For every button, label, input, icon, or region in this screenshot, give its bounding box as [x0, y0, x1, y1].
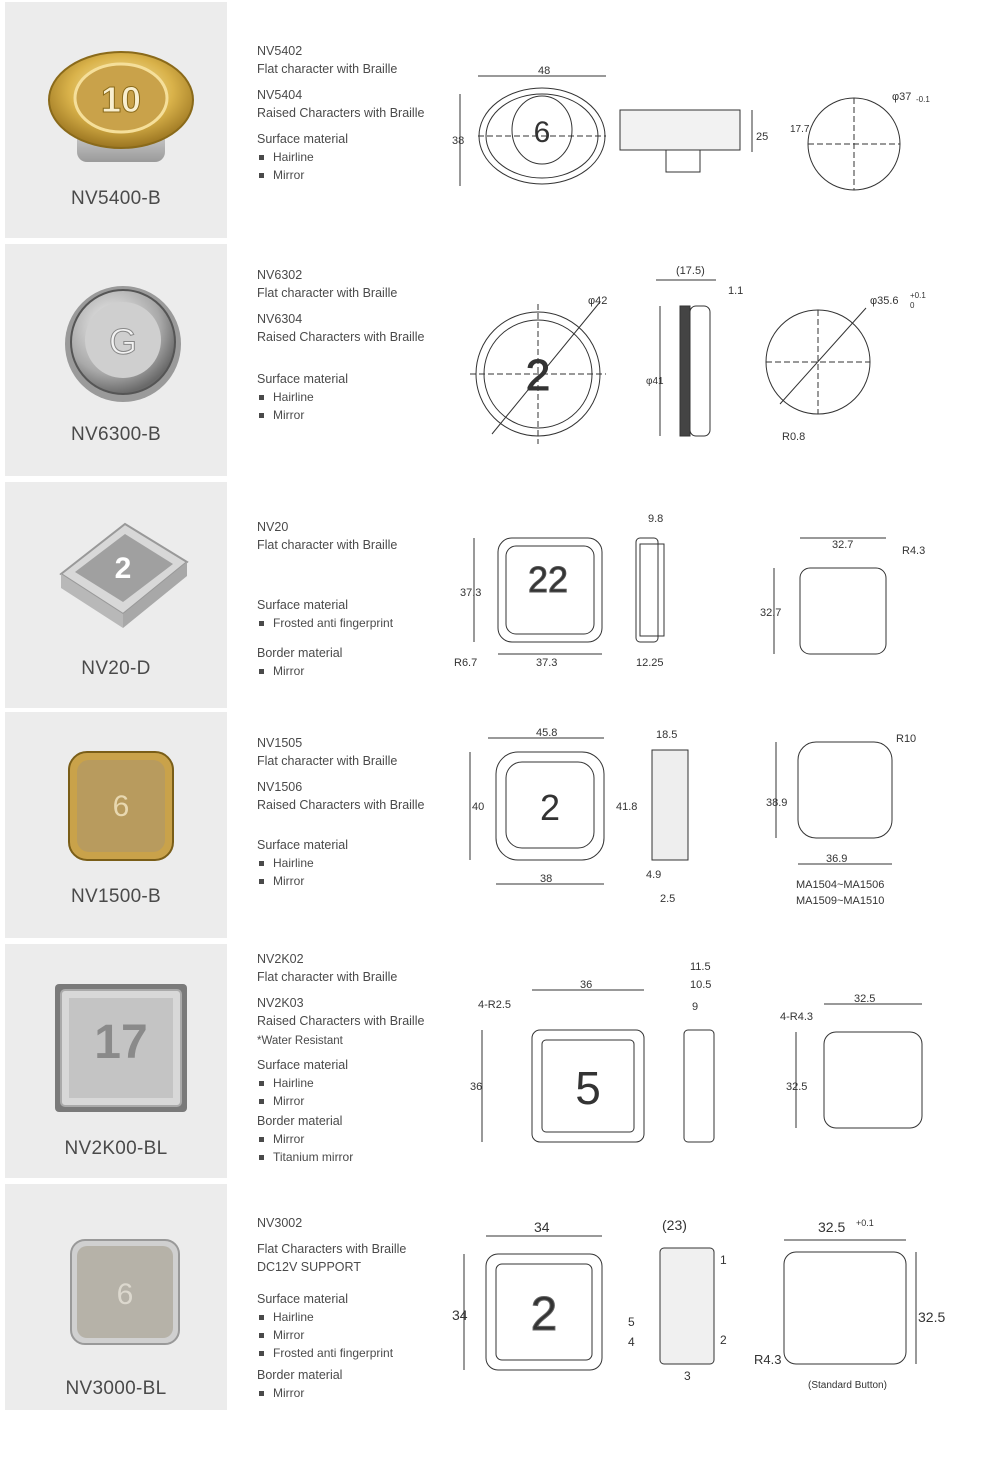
svg-text:4.9: 4.9 — [646, 869, 662, 881]
spec-list — [257, 266, 457, 424]
product-row-nv5400 — [0, 2, 1000, 238]
surface-option: Hairline — [257, 388, 457, 406]
model-label: NV6300-B — [70, 424, 162, 445]
spec-code: NV5404 — [257, 88, 303, 102]
svg-text:32.5: 32.5 — [854, 993, 876, 1005]
model-label: NV1500-B — [70, 886, 162, 907]
svg-text:9.8: 9.8 — [648, 513, 664, 525]
svg-text:2: 2 — [720, 1333, 727, 1347]
svg-text:φ35.6: φ35.6 — [870, 295, 899, 307]
spec-desc: Flat character with Braille — [257, 538, 398, 552]
spec-code: NV2K02 — [257, 952, 304, 966]
border-material-heading: Border material — [257, 646, 343, 660]
surface-option: Hairline — [257, 1074, 457, 1092]
svg-text:(Standard Button): (Standard Button) — [808, 1380, 887, 1391]
surface-material-heading: Surface material — [257, 838, 349, 852]
svg-text:40: 40 — [472, 801, 485, 813]
technical-drawing — [440, 944, 960, 1178]
spec-list — [257, 950, 457, 1166]
svg-text:17.7: 17.7 — [790, 124, 810, 135]
svg-text:6: 6 — [533, 116, 551, 149]
product-photo-nv6300 — [5, 244, 227, 476]
svg-text:R6.7: R6.7 — [454, 657, 478, 669]
svg-text:34: 34 — [452, 1307, 468, 1323]
surface-material-heading: Surface material — [257, 1292, 349, 1306]
product-row-nv20 — [0, 482, 1000, 708]
border-option: Titanium mirror — [257, 1148, 457, 1166]
svg-text:32.5: 32.5 — [818, 1219, 846, 1235]
svg-text:32.7: 32.7 — [832, 539, 854, 551]
svg-text:2: 2 — [525, 351, 551, 400]
svg-text:R0.8: R0.8 — [782, 431, 806, 443]
technical-drawing — [440, 2, 960, 238]
svg-text:R4.3: R4.3 — [754, 1352, 782, 1367]
spec-list — [257, 1214, 457, 1402]
spec-desc: Raised Characters with Braille — [257, 1014, 425, 1028]
svg-text:45.8: 45.8 — [536, 727, 558, 739]
svg-text:1.1: 1.1 — [728, 285, 744, 297]
border-option: Mirror — [257, 1130, 457, 1148]
svg-text:2: 2 — [114, 552, 132, 585]
svg-text:+0.1: +0.1 — [856, 1218, 874, 1228]
svg-text:12.25: 12.25 — [636, 657, 664, 669]
product-row-nv3000 — [0, 1184, 1000, 1410]
svg-text:36: 36 — [470, 1081, 483, 1093]
svg-text:+0.1: +0.1 — [910, 291, 926, 300]
border-material-heading: Border material — [257, 1114, 343, 1128]
spec-desc: Flat Characters with Braille — [257, 1242, 407, 1256]
svg-text:R10: R10 — [896, 733, 917, 745]
spec-desc: Flat character with Braille — [257, 286, 398, 300]
spec-code: NV6302 — [257, 268, 303, 282]
spec-code: NV5402 — [257, 44, 303, 58]
spec-desc: Raised Characters with Braille — [257, 798, 425, 812]
surface-option: Mirror — [257, 1326, 457, 1344]
surface-option: Mirror — [257, 872, 457, 890]
svg-text:0: 0 — [910, 301, 915, 310]
svg-text:φ37: φ37 — [892, 91, 912, 103]
svg-text:G: G — [108, 321, 138, 362]
svg-text:-0.1: -0.1 — [916, 95, 930, 104]
svg-text:4: 4 — [628, 1335, 635, 1349]
surface-option: Mirror — [257, 1092, 457, 1110]
product-photo-nv5400 — [5, 2, 227, 238]
border-option: Mirror — [257, 1384, 457, 1402]
svg-text:(23): (23) — [662, 1217, 687, 1233]
button-photo-icon — [5, 1184, 227, 1410]
svg-text:18.5: 18.5 — [656, 729, 678, 741]
svg-text:32.7: 32.7 — [760, 607, 782, 619]
spec-code: NV2K03 — [257, 996, 304, 1010]
spec-code: NV1506 — [257, 780, 303, 794]
product-row-nv6300 — [0, 244, 1000, 476]
svg-text:10.5: 10.5 — [690, 979, 712, 991]
product-photo-nv20 — [5, 482, 227, 708]
product-row-nv2k00 — [0, 944, 1000, 1178]
product-photo-nv1500 — [5, 712, 227, 938]
spec-desc-extra: DC12V SUPPORT — [257, 1260, 361, 1274]
svg-text:22: 22 — [527, 559, 569, 600]
svg-text:36.9: 36.9 — [826, 853, 848, 865]
water-resistant-note: *Water Resistant — [257, 1035, 343, 1047]
model-label: NV2K00-BL — [64, 1138, 168, 1159]
svg-text:34: 34 — [534, 1219, 550, 1235]
svg-text:1: 1 — [720, 1253, 727, 1267]
surface-option: Mirror — [257, 406, 457, 424]
svg-text:2: 2 — [539, 787, 561, 828]
spec-desc: Flat character with Braille — [257, 62, 398, 76]
spec-desc: Flat character with Braille — [257, 970, 398, 984]
svg-text:17: 17 — [94, 1016, 148, 1069]
svg-text:38.9: 38.9 — [766, 797, 788, 809]
surface-option: Hairline — [257, 854, 457, 872]
surface-material-heading: Surface material — [257, 372, 349, 386]
svg-text:5: 5 — [628, 1315, 635, 1329]
svg-text:25: 25 — [756, 131, 769, 143]
svg-text:φ41: φ41 — [646, 376, 664, 387]
spec-desc: Raised Characters with Braille — [257, 330, 425, 344]
svg-text:MA1509~MA1510: MA1509~MA1510 — [796, 895, 885, 907]
svg-text:38: 38 — [452, 135, 465, 147]
surface-material-heading: Surface material — [257, 598, 349, 612]
svg-text:6: 6 — [112, 790, 130, 823]
svg-text:3: 3 — [684, 1369, 691, 1383]
svg-text:2.5: 2.5 — [660, 893, 676, 905]
spec-list — [257, 518, 457, 680]
model-label: NV5400-B — [70, 188, 162, 209]
surface-option: Hairline — [257, 1308, 457, 1326]
svg-text:32.5: 32.5 — [786, 1081, 808, 1093]
svg-text:φ42: φ42 — [588, 295, 608, 307]
spec-code: NV20 — [257, 520, 289, 534]
technical-drawing — [440, 244, 960, 476]
surface-option: Frosted anti fingerprint — [257, 614, 457, 632]
product-photo-nv2k00 — [5, 944, 227, 1178]
surface-option: Frosted anti fingerprint — [257, 1344, 457, 1362]
svg-text:41.8: 41.8 — [616, 801, 638, 813]
spec-code: NV1505 — [257, 736, 303, 750]
technical-drawing — [440, 482, 960, 708]
technical-drawing — [440, 712, 960, 938]
svg-text:48: 48 — [538, 65, 551, 77]
svg-text:36: 36 — [580, 979, 593, 991]
svg-text:37.3: 37.3 — [460, 587, 482, 599]
svg-text:R4.3: R4.3 — [902, 545, 926, 557]
svg-text:32.5: 32.5 — [918, 1309, 946, 1325]
spec-desc: Flat character with Braille — [257, 754, 398, 768]
svg-text:6: 6 — [116, 1278, 134, 1311]
svg-text:37.3: 37.3 — [536, 657, 558, 669]
svg-text:4-R4.3: 4-R4.3 — [780, 1011, 814, 1023]
technical-drawing — [440, 1184, 960, 1410]
model-label: NV20-D — [81, 658, 151, 679]
spec-code: NV3002 — [257, 1216, 303, 1230]
spec-code: NV6304 — [257, 312, 303, 326]
spec-list — [257, 734, 457, 890]
svg-text:(17.5): (17.5) — [676, 265, 705, 277]
svg-text:9: 9 — [692, 1001, 699, 1013]
product-row-nv1500 — [0, 712, 1000, 938]
svg-text:38: 38 — [540, 873, 553, 885]
surface-option: Hairline — [257, 148, 457, 166]
spec-desc: Raised Characters with Braille — [257, 106, 425, 120]
svg-text:4-R2.5: 4-R2.5 — [478, 999, 512, 1011]
surface-material-heading: Surface material — [257, 132, 349, 146]
svg-text:11.5: 11.5 — [690, 961, 711, 973]
surface-option: Mirror — [257, 166, 457, 184]
product-photo-nv3000 — [5, 1184, 227, 1410]
border-material-heading: Border material — [257, 1368, 343, 1382]
svg-text:MA1504~MA1506: MA1504~MA1506 — [796, 879, 885, 891]
spec-list — [257, 42, 457, 184]
svg-text:5: 5 — [575, 1062, 601, 1114]
border-option: Mirror — [257, 662, 457, 680]
model-label: NV3000-BL — [65, 1378, 167, 1399]
surface-material-heading: Surface material — [257, 1058, 349, 1072]
svg-text:2: 2 — [530, 1288, 558, 1341]
svg-text:10: 10 — [100, 79, 142, 120]
